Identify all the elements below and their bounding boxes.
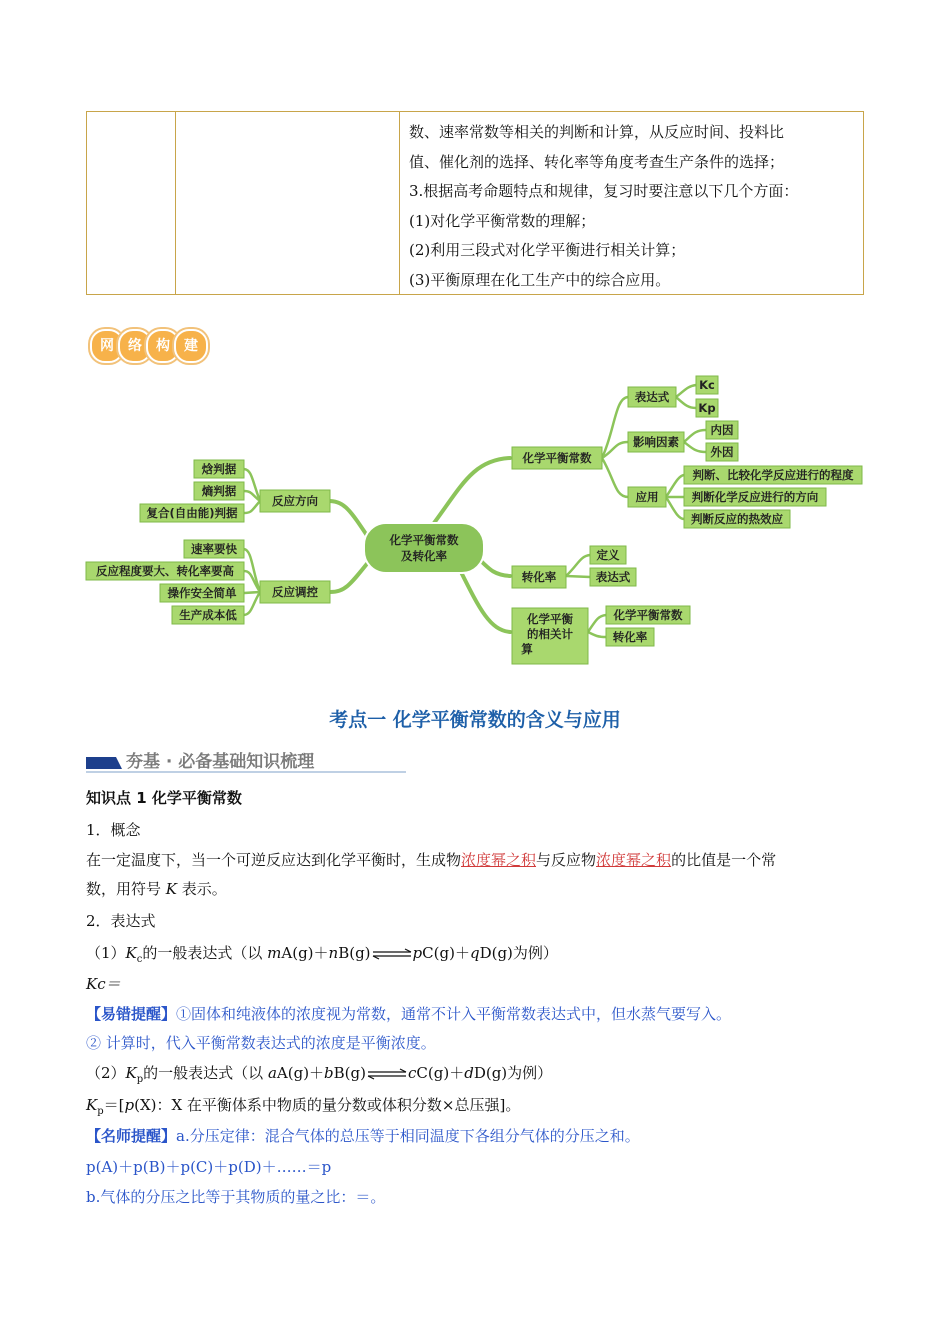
node-calc-line: 化学平衡 bbox=[527, 612, 573, 626]
center-node-line: 及转化率 bbox=[401, 549, 447, 563]
connector bbox=[244, 501, 260, 513]
subheading-expression: 2．表达式 bbox=[86, 912, 156, 930]
tip-common-errors-2: ② 计算时，代入平衡常数表达式的浓度是平衡浓度。 bbox=[86, 1034, 436, 1052]
node-entropy: 熵判据 bbox=[201, 484, 237, 498]
table-line: (1)对化学平衡常数的理解； bbox=[409, 211, 596, 230]
section-heading: 考点一 化学平衡常数的含义与应用 bbox=[329, 709, 621, 731]
equilibrium-arrow-icon bbox=[371, 948, 413, 960]
connector bbox=[244, 469, 260, 501]
node-app2: 判断化学反应进行的方向 bbox=[691, 490, 819, 504]
table-cell-content bbox=[409, 118, 853, 295]
subheading-concept: 1．概念 bbox=[86, 821, 141, 839]
equilibrium-arrow-icon bbox=[366, 1068, 408, 1080]
kc-equation: Kc＝ bbox=[86, 975, 121, 993]
section-bar-title: 夯基 · 必备基础知识梳理 bbox=[126, 752, 315, 772]
connector bbox=[244, 592, 260, 593]
node-kc: Kc bbox=[699, 378, 715, 392]
node-enthalpy: 焓判据 bbox=[201, 462, 237, 476]
connector bbox=[676, 385, 696, 397]
connector bbox=[588, 632, 606, 637]
connector bbox=[330, 501, 370, 540]
table-line: (3)平衡原理在化工生产中的综合应用。 bbox=[409, 270, 671, 289]
connector bbox=[602, 458, 628, 497]
connector bbox=[480, 560, 510, 576]
badge-char: 构 bbox=[146, 329, 180, 363]
connector bbox=[684, 442, 706, 452]
node-k-const: 化学平衡常数 bbox=[522, 451, 592, 465]
node-direction: 反应方向 bbox=[272, 494, 318, 508]
node-def: 定义 bbox=[596, 548, 620, 562]
tip-teacher: 【名师提醒】a.分压定律：混合气体的总压等于相同温度下各组分气体的分压之和。 bbox=[86, 1127, 640, 1145]
node-conv-expr: 表达式 bbox=[595, 570, 631, 584]
node-ctrl2: 反应程度要大、转化率要高 bbox=[96, 564, 234, 578]
tip-teacher-line3: b.气体的分压之比等于其物质的量之比：＝。 bbox=[86, 1188, 386, 1206]
mind-map bbox=[80, 370, 880, 670]
connector bbox=[676, 397, 696, 408]
connector bbox=[666, 475, 684, 497]
node-calc-line: 算 bbox=[521, 642, 533, 656]
node-outer: 外因 bbox=[710, 445, 734, 459]
connector bbox=[566, 555, 590, 576]
node-ctrl3: 操作安全简单 bbox=[167, 586, 237, 600]
connector bbox=[330, 560, 370, 592]
connector bbox=[588, 615, 606, 632]
node-app1: 判断、比较化学反应进行的程度 bbox=[692, 468, 854, 482]
kp-equation: $K_p=[p(X)$：X 在平衡体系中物质的量分数或体积分数×总压强]。 bbox=[86, 1096, 521, 1117]
node-app: 应用 bbox=[635, 490, 659, 504]
node-calc-line: 的相关计 bbox=[527, 627, 573, 641]
node-calc2: 转化率 bbox=[612, 630, 648, 644]
node-calc1: 化学平衡常数 bbox=[613, 608, 683, 622]
table-line: 值、催化剂的选择、转化率等角度考查生产条件的选择； bbox=[409, 152, 785, 171]
node-ctrl1: 速率要快 bbox=[191, 542, 237, 556]
node-control: 反应调控 bbox=[272, 585, 318, 599]
connector bbox=[684, 430, 706, 442]
kp-expression-line: $(2)K_p$的一般表达式（以 aA(g)＋bB(g) cC(g)＋dD(g)为例） bbox=[86, 1064, 553, 1085]
node-expr: 表达式 bbox=[634, 390, 670, 404]
tip-teacher-line2: p(A)＋p(B)＋p(C)＋p(D)＋……＝p bbox=[86, 1158, 332, 1176]
kc-expression-line: $(1)K_c$的一般表达式（以 mA(g)＋nB(g) pC(g)＋qD(g)为例） bbox=[86, 944, 558, 965]
node-app3: 判断反应的热效应 bbox=[691, 512, 783, 526]
connector bbox=[460, 570, 510, 632]
badge-char: 络 bbox=[118, 329, 152, 363]
node-gibbs: 复合(自由能)判据 bbox=[146, 506, 238, 520]
center-node bbox=[364, 523, 484, 573]
badge-char: 建 bbox=[174, 329, 208, 363]
table-column-divider bbox=[175, 112, 176, 294]
blank-answer: 浓度幂之积 bbox=[461, 851, 537, 869]
concept-paragraph-cont: 数，用符号 K 表示。 bbox=[86, 880, 227, 898]
table-line: (2)利用三段式对化学平衡进行相关计算； bbox=[409, 241, 686, 259]
node-factors: 影响因素 bbox=[633, 435, 679, 449]
section-bar bbox=[86, 749, 406, 773]
center-node-line: 化学平衡常数 bbox=[389, 533, 459, 547]
table-line: 数、速率常数等相关的判断和计算，从反应时间、投料比 bbox=[409, 123, 785, 141]
node-inner: 内因 bbox=[710, 423, 734, 437]
table-column-divider bbox=[399, 112, 400, 294]
connector bbox=[566, 576, 590, 577]
tip-common-errors: 【易错提醒】①固体和纯液体的浓度视为常数，通常不计入平衡常数表达式中，但水蒸气要写入。 bbox=[86, 1005, 732, 1023]
table-line: 3.根据高考命题特点和规律，复习时要注意以下几个方面： bbox=[409, 182, 799, 200]
connector bbox=[244, 592, 260, 615]
node-kp: Kp bbox=[698, 401, 716, 415]
node-conv: 转化率 bbox=[521, 570, 557, 584]
requirements-table bbox=[86, 111, 864, 295]
knowledge-point-title: 知识点 1 化学平衡常数 bbox=[86, 789, 242, 807]
connector bbox=[666, 497, 684, 519]
blank-answer: 浓度幂之积 bbox=[596, 851, 672, 869]
concept-paragraph: 在一定温度下，当一个可逆反应达到化学平衡时，生成物浓度幂之积与反应物浓度幂之积的比值是一个常 bbox=[86, 851, 777, 869]
badge-char: 网 bbox=[90, 329, 124, 363]
node-ctrl4: 生产成本低 bbox=[179, 608, 237, 622]
connector bbox=[602, 397, 628, 458]
